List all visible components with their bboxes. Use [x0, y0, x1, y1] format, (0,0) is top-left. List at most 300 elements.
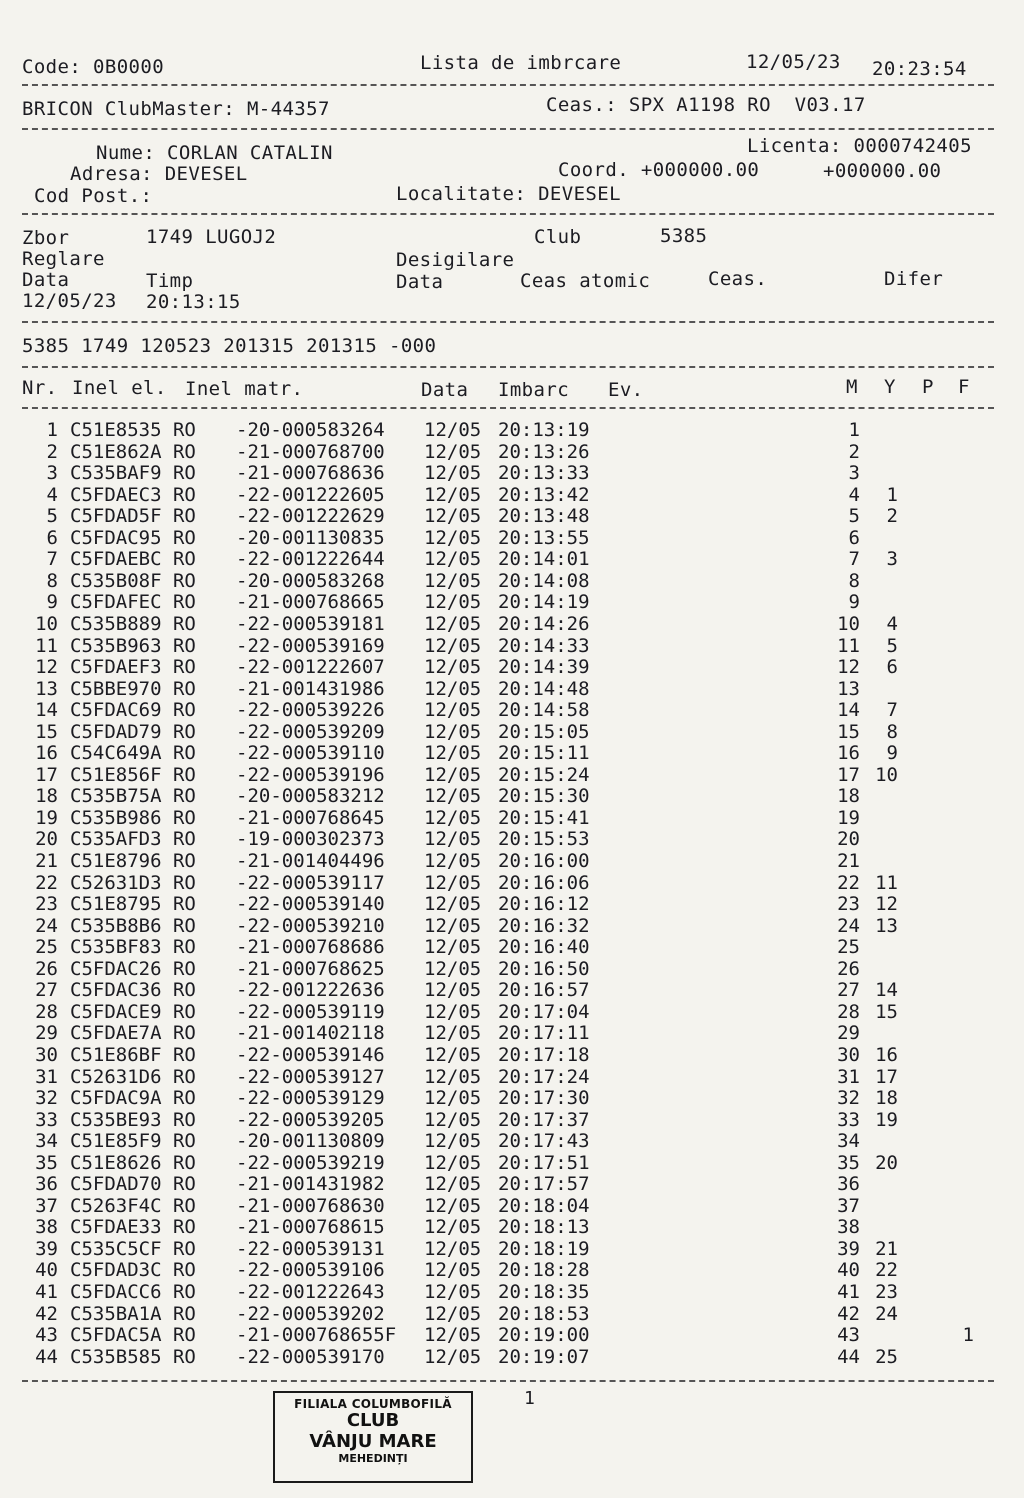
- atomic-clock-label: Ceas atomic: [520, 270, 651, 292]
- row-arrival-time: 20:18:13: [498, 1216, 590, 1239]
- row-date: 12/05: [424, 871, 482, 894]
- row-m: 4: [848, 483, 860, 506]
- row-m: 33: [837, 1108, 860, 1131]
- row-arrival-time: 20:17:51: [498, 1151, 590, 1174]
- row-m: 32: [837, 1087, 860, 1110]
- row-m: 12: [837, 656, 860, 679]
- row-m: 3: [848, 462, 860, 485]
- row-arrival-time: 20:14:58: [498, 699, 590, 722]
- data-label: Data: [22, 269, 70, 291]
- row-arrival-time: 20:17:24: [498, 1065, 590, 1088]
- table-row: [0, 420, 1024, 442]
- row-f: 1: [962, 1324, 974, 1347]
- row-ring-number: -21-000768625: [236, 957, 385, 980]
- row-y: 4: [886, 612, 898, 635]
- row-m: 37: [837, 1194, 860, 1217]
- row-date: 12/05: [424, 850, 482, 872]
- row-electronic-ring: C535B8B6 RO: [70, 914, 196, 937]
- table-row: [0, 1217, 1024, 1239]
- row-m: 2: [848, 440, 860, 463]
- row-electronic-ring: C5FDAC5A RO: [70, 1324, 196, 1347]
- table-row: [0, 1282, 1024, 1304]
- table-row: [0, 614, 1024, 636]
- row-arrival-time: 20:17:04: [498, 1000, 590, 1023]
- row-ring-number: -22-000539219: [236, 1151, 385, 1174]
- row-arrival-time: 20:13:33: [498, 462, 590, 485]
- row-date: 12/05: [424, 612, 482, 635]
- table-row: [0, 463, 1024, 485]
- row-nr: 41: [35, 1281, 58, 1303]
- clubmaster-label: BRICON ClubMaster: M-44357: [22, 98, 330, 120]
- row-ring-number: -22-001222636: [236, 979, 385, 1002]
- row-nr: 24: [35, 914, 58, 937]
- row-date: 12/05: [424, 763, 482, 786]
- row-y: 9: [886, 742, 898, 765]
- row-y: 8: [886, 720, 898, 743]
- row-m: 14: [837, 699, 860, 722]
- row-date: 12/05: [424, 742, 482, 765]
- row-nr: 37: [35, 1194, 58, 1217]
- row-arrival-time: 20:14:01: [498, 548, 590, 571]
- row-electronic-ring: C51E86BF RO: [70, 1043, 196, 1066]
- row-y: 16: [875, 1043, 898, 1066]
- row-arrival-time: 20:18:28: [498, 1259, 590, 1282]
- header-inel-el: Inel el.: [72, 377, 167, 399]
- row-m: 7: [848, 548, 860, 571]
- row-arrival-time: 20:16:06: [498, 871, 590, 894]
- table-row: [0, 851, 1024, 873]
- row-nr: 3: [46, 462, 58, 485]
- row-arrival-time: 20:14:48: [498, 677, 590, 700]
- row-nr: 25: [35, 936, 58, 959]
- row-nr: 21: [35, 850, 58, 872]
- row-ring-number: -21-000768655F: [236, 1324, 397, 1347]
- table-row: [0, 485, 1024, 507]
- row-nr: 13: [35, 677, 58, 700]
- row-ring-number: -22-000539106: [236, 1259, 385, 1282]
- row-arrival-time: 20:18:35: [498, 1281, 590, 1303]
- owner-locality: Localitate: DEVESEL: [396, 183, 621, 205]
- row-electronic-ring: C5FDAD70 RO: [70, 1173, 196, 1196]
- row-y: 20: [875, 1151, 898, 1174]
- reglare-label: Reglare: [22, 248, 105, 270]
- row-electronic-ring: C5263F4C RO: [70, 1194, 196, 1217]
- row-arrival-time: 20:16:57: [498, 979, 590, 1002]
- owner-name: Nume: CORLAN CATALIN: [96, 142, 333, 164]
- divider: [22, 321, 994, 323]
- row-nr: 29: [35, 1022, 58, 1045]
- row-y: 15: [875, 1000, 898, 1023]
- row-electronic-ring: C51E8626 RO: [70, 1151, 196, 1174]
- row-date: 12/05: [424, 548, 482, 571]
- row-electronic-ring: C535B889 RO: [70, 612, 196, 635]
- row-date: 12/05: [424, 1281, 482, 1303]
- row-m: 40: [837, 1259, 860, 1282]
- row-arrival-time: 20:17:18: [498, 1043, 590, 1066]
- row-ring-number: -22-000539226: [236, 699, 385, 722]
- print-time: 20:23:54: [872, 58, 967, 80]
- row-ring-number: -22-000539181: [236, 612, 385, 635]
- row-nr: 8: [46, 569, 58, 592]
- stamp-line3: VÂNJU MARE: [309, 1431, 437, 1452]
- club-stamp: [273, 1391, 473, 1483]
- row-arrival-time: 20:18:53: [498, 1302, 590, 1325]
- row-arrival-time: 20:14:26: [498, 612, 590, 635]
- row-electronic-ring: C535B585 RO: [70, 1345, 196, 1368]
- table-row: [0, 980, 1024, 1002]
- row-m: 20: [837, 828, 860, 851]
- row-electronic-ring: C5FDAC36 RO: [70, 979, 196, 1002]
- table-row: [0, 1045, 1024, 1067]
- row-electronic-ring: C51E85F9 RO: [70, 1130, 196, 1153]
- row-ring-number: -21-001431986: [236, 677, 385, 700]
- row-m: 42: [837, 1302, 860, 1325]
- row-nr: 33: [35, 1108, 58, 1131]
- reglare-time: 20:13:15: [146, 291, 241, 313]
- reglare-date: 12/05/23: [22, 290, 117, 312]
- row-m: 36: [837, 1173, 860, 1196]
- table-row: [0, 1131, 1024, 1153]
- row-m: 13: [837, 677, 860, 700]
- row-electronic-ring: C52631D3 RO: [70, 871, 196, 894]
- row-ring-number: -22-000539169: [236, 634, 385, 657]
- table-row: [0, 786, 1024, 808]
- row-m: 26: [837, 957, 860, 980]
- row-arrival-time: 20:16:40: [498, 936, 590, 959]
- row-date: 12/05: [424, 569, 482, 592]
- table-row: [0, 894, 1024, 916]
- table-row: [0, 916, 1024, 938]
- row-m: 10: [837, 612, 860, 635]
- row-m: 1: [848, 419, 860, 441]
- owner-address: Adresa: DEVESEL: [70, 163, 248, 185]
- row-ring-number: -22-000539196: [236, 763, 385, 786]
- row-electronic-ring: C51E862A RO: [70, 440, 196, 463]
- row-electronic-ring: C535BAF9 RO: [70, 462, 196, 485]
- row-arrival-time: 20:14:33: [498, 634, 590, 657]
- clock-col-label: Ceas.: [708, 268, 768, 290]
- row-nr: 26: [35, 957, 58, 980]
- table-row: [0, 765, 1024, 787]
- row-m: 34: [837, 1130, 860, 1153]
- row-y: 6: [886, 656, 898, 679]
- row-electronic-ring: C5FDAEBC RO: [70, 548, 196, 571]
- row-y: 11: [875, 871, 898, 894]
- club-value: 5385: [660, 225, 708, 247]
- row-electronic-ring: C51E8535 RO: [70, 419, 196, 441]
- divider: [22, 84, 994, 86]
- header-ev: Ev.: [608, 379, 644, 401]
- header-data: Data: [421, 379, 469, 401]
- row-arrival-time: 20:14:39: [498, 656, 590, 679]
- row-arrival-time: 20:17:37: [498, 1108, 590, 1131]
- row-nr: 32: [35, 1087, 58, 1110]
- row-arrival-time: 20:15:24: [498, 763, 590, 786]
- row-electronic-ring: C5FDAC69 RO: [70, 699, 196, 722]
- row-date: 12/05: [424, 785, 482, 808]
- row-y: 18: [875, 1087, 898, 1110]
- row-ring-number: -22-000539205: [236, 1108, 385, 1131]
- row-nr: 19: [35, 806, 58, 829]
- row-arrival-time: 20:13:48: [498, 505, 590, 528]
- row-nr: 20: [35, 828, 58, 851]
- row-m: 28: [837, 1000, 860, 1023]
- row-nr: 27: [35, 979, 58, 1002]
- table-row: [0, 1347, 1024, 1369]
- row-ring-number: -22-001222629: [236, 505, 385, 528]
- header-imbarc: Imbarc: [498, 379, 570, 401]
- row-y: 17: [875, 1065, 898, 1088]
- header-nr: Nr.: [22, 377, 58, 399]
- row-m: 41: [837, 1281, 860, 1303]
- owner-coord2: +000000.00: [823, 160, 942, 182]
- row-electronic-ring: C51E8796 RO: [70, 850, 196, 872]
- page-number: 1: [524, 1388, 535, 1409]
- table-row: [0, 1153, 1024, 1175]
- row-ring-number: -20-000583212: [236, 785, 385, 808]
- row-nr: 30: [35, 1043, 58, 1066]
- row-m: 19: [837, 806, 860, 829]
- row-arrival-time: 20:19:00: [498, 1324, 590, 1347]
- row-arrival-time: 20:13:26: [498, 440, 590, 463]
- row-nr: 23: [35, 893, 58, 916]
- row-y: 7: [886, 699, 898, 722]
- row-date: 12/05: [424, 1194, 482, 1217]
- row-ring-number: -22-001222605: [236, 483, 385, 506]
- row-arrival-time: 20:15:05: [498, 720, 590, 743]
- row-nr: 10: [35, 612, 58, 635]
- row-date: 12/05: [424, 699, 482, 722]
- row-m: 15: [837, 720, 860, 743]
- row-date: 12/05: [424, 1324, 482, 1347]
- timp-label: Timp: [146, 270, 194, 292]
- table-row: [0, 1023, 1024, 1045]
- row-nr: 7: [46, 548, 58, 571]
- row-electronic-ring: C535BA1A RO: [70, 1302, 196, 1325]
- stamp-line1: FILIALA COLUMBOFILĂ: [294, 1397, 452, 1411]
- row-electronic-ring: C5FDAE7A RO: [70, 1022, 196, 1045]
- code-label: Code: 0B0000: [22, 56, 165, 78]
- row-ring-number: -22-001222644: [236, 548, 385, 571]
- row-ring-number: -21-000768686: [236, 936, 385, 959]
- row-m: 11: [837, 634, 860, 657]
- header-inel-matr: Inel matr.: [185, 378, 304, 400]
- row-ring-number: -19-000302373: [236, 828, 385, 851]
- row-electronic-ring: C5FDAE33 RO: [70, 1216, 196, 1239]
- row-y: 19: [875, 1108, 898, 1131]
- row-electronic-ring: C5FDAD79 RO: [70, 720, 196, 743]
- row-ring-number: -22-001222643: [236, 1281, 385, 1303]
- row-date: 12/05: [424, 828, 482, 851]
- row-arrival-time: 20:14:19: [498, 591, 590, 614]
- row-y: 22: [875, 1259, 898, 1282]
- row-ring-number: -22-000539140: [236, 893, 385, 916]
- row-arrival-time: 20:19:07: [498, 1345, 590, 1368]
- row-arrival-time: 20:17:57: [498, 1173, 590, 1196]
- row-ring-number: -20-001130809: [236, 1130, 385, 1153]
- header-f: F: [958, 376, 970, 398]
- table-row: [0, 1196, 1024, 1218]
- row-m: 18: [837, 785, 860, 808]
- row-nr: 36: [35, 1173, 58, 1196]
- table-row: [0, 592, 1024, 614]
- row-electronic-ring: C5FDAD3C RO: [70, 1259, 196, 1282]
- row-arrival-time: 20:13:42: [498, 483, 590, 506]
- table-row: [0, 442, 1024, 464]
- desigilare-label: Desigilare: [396, 249, 515, 271]
- row-ring-number: -22-000539146: [236, 1043, 385, 1066]
- table-row: [0, 1325, 1024, 1347]
- row-date: 12/05: [424, 1216, 482, 1239]
- row-date: 12/05: [424, 1108, 482, 1131]
- row-nr: 4: [46, 483, 58, 506]
- table-row: [0, 636, 1024, 658]
- row-y: 1: [886, 483, 898, 506]
- row-arrival-time: 20:14:08: [498, 569, 590, 592]
- print-date: 12/05/23: [746, 51, 841, 73]
- table-row: [0, 1174, 1024, 1196]
- row-nr: 14: [35, 699, 58, 722]
- row-nr: 16: [35, 742, 58, 765]
- row-m: 22: [837, 871, 860, 894]
- row-y: 10: [875, 763, 898, 786]
- row-electronic-ring: C535BF83 RO: [70, 936, 196, 959]
- row-arrival-time: 20:18:04: [498, 1194, 590, 1217]
- row-nr: 22: [35, 871, 58, 894]
- row-date: 12/05: [424, 1043, 482, 1066]
- row-ring-number: -22-000539110: [236, 742, 385, 765]
- row-electronic-ring: C5BBE970 RO: [70, 677, 196, 700]
- row-y: 2: [886, 505, 898, 528]
- clock-label: Ceas.: SPX A1198 RO V03.17: [546, 94, 866, 116]
- row-date: 12/05: [424, 634, 482, 657]
- table-row: [0, 571, 1024, 593]
- row-date: 12/05: [424, 1345, 482, 1368]
- row-y: 12: [875, 893, 898, 916]
- row-electronic-ring: C535B963 RO: [70, 634, 196, 657]
- row-electronic-ring: C51E8795 RO: [70, 893, 196, 916]
- row-nr: 39: [35, 1237, 58, 1260]
- zbor-value: 1749 LUGOJ2: [146, 226, 277, 248]
- row-arrival-time: 20:16:12: [498, 893, 590, 916]
- row-y: 13: [875, 914, 898, 937]
- table-row: [0, 700, 1024, 722]
- row-m: 43: [837, 1324, 860, 1347]
- row-ring-number: -22-000539209: [236, 720, 385, 743]
- row-date: 12/05: [424, 1237, 482, 1260]
- row-electronic-ring: C5FDAEF3 RO: [70, 656, 196, 679]
- row-m: 21: [837, 850, 860, 872]
- row-m: 31: [837, 1065, 860, 1088]
- row-ring-number: -21-001404496: [236, 850, 385, 872]
- row-ring-number: -22-000539117: [236, 871, 385, 894]
- row-date: 12/05: [424, 1022, 482, 1045]
- row-ring-number: -22-000539170: [236, 1345, 385, 1368]
- row-ring-number: -21-000768636: [236, 462, 385, 485]
- data2-label: Data: [396, 271, 444, 293]
- row-ring-number: -22-000539202: [236, 1302, 385, 1325]
- row-m: 9: [848, 591, 860, 614]
- row-ring-number: -21-000768630: [236, 1194, 385, 1217]
- row-arrival-time: 20:15:41: [498, 806, 590, 829]
- row-electronic-ring: C535B08F RO: [70, 569, 196, 592]
- divider: [22, 407, 994, 409]
- header-p: P: [922, 376, 934, 398]
- row-nr: 11: [35, 634, 58, 657]
- row-electronic-ring: C52631D6 RO: [70, 1065, 196, 1088]
- row-ring-number: -21-000768700: [236, 440, 385, 463]
- table-row: [0, 1002, 1024, 1024]
- row-electronic-ring: C54C649A RO: [70, 742, 196, 765]
- table-row: [0, 1260, 1024, 1282]
- row-nr: 9: [46, 591, 58, 614]
- row-m: 8: [848, 569, 860, 592]
- row-ring-number: -22-001222607: [236, 656, 385, 679]
- row-m: 6: [848, 526, 860, 549]
- row-electronic-ring: C5FDACE9 RO: [70, 1000, 196, 1023]
- row-date: 12/05: [424, 591, 482, 614]
- row-y: 3: [886, 548, 898, 571]
- row-electronic-ring: C535BE93 RO: [70, 1108, 196, 1131]
- row-electronic-ring: C535C5CF RO: [70, 1237, 196, 1260]
- row-arrival-time: 20:15:11: [498, 742, 590, 765]
- row-m: 39: [837, 1237, 860, 1260]
- row-nr: 5: [46, 505, 58, 528]
- zbor-label: Zbor: [22, 227, 70, 249]
- row-m: 35: [837, 1151, 860, 1174]
- stamp-line2: CLUB: [346, 1410, 400, 1431]
- row-ring-number: -22-000539119: [236, 1000, 385, 1023]
- table-row: [0, 679, 1024, 701]
- row-nr: 18: [35, 785, 58, 808]
- row-arrival-time: 20:13:19: [498, 419, 590, 441]
- row-arrival-time: 20:16:32: [498, 914, 590, 937]
- row-nr: 2: [46, 440, 58, 463]
- row-ring-number: -21-000768665: [236, 591, 385, 614]
- row-date: 12/05: [424, 419, 482, 441]
- row-m: 25: [837, 936, 860, 959]
- divider: [22, 128, 994, 130]
- stamp-line4: MEHEDINȚI: [338, 1452, 408, 1465]
- row-m: 27: [837, 979, 860, 1002]
- row-m: 17: [837, 763, 860, 786]
- row-date: 12/05: [424, 677, 482, 700]
- owner-license: Licenta: 0000742405: [747, 135, 972, 157]
- row-nr: 35: [35, 1151, 58, 1174]
- row-date: 12/05: [424, 483, 482, 506]
- document-title: Lista de imbrcare: [420, 52, 622, 74]
- table-row: [0, 959, 1024, 981]
- row-electronic-ring: C5FDAFEC RO: [70, 591, 196, 614]
- header-y: Y: [884, 376, 896, 398]
- row-arrival-time: 20:17:11: [498, 1022, 590, 1045]
- row-y: 5: [886, 634, 898, 657]
- row-nr: 15: [35, 720, 58, 743]
- club-label: Club: [534, 226, 582, 248]
- table-row: [0, 528, 1024, 550]
- row-electronic-ring: C5FDAEC3 RO: [70, 483, 196, 506]
- row-m: 44: [837, 1345, 860, 1368]
- row-electronic-ring: C535AFD3 RO: [70, 828, 196, 851]
- row-m: 5: [848, 505, 860, 528]
- row-electronic-ring: C535B75A RO: [70, 785, 196, 808]
- row-ring-number: -21-001431982: [236, 1173, 385, 1196]
- row-date: 12/05: [424, 1000, 482, 1023]
- table-row: [0, 657, 1024, 679]
- row-ring-number: -22-000539129: [236, 1087, 385, 1110]
- row-date: 12/05: [424, 1151, 482, 1174]
- row-arrival-time: 20:16:50: [498, 957, 590, 980]
